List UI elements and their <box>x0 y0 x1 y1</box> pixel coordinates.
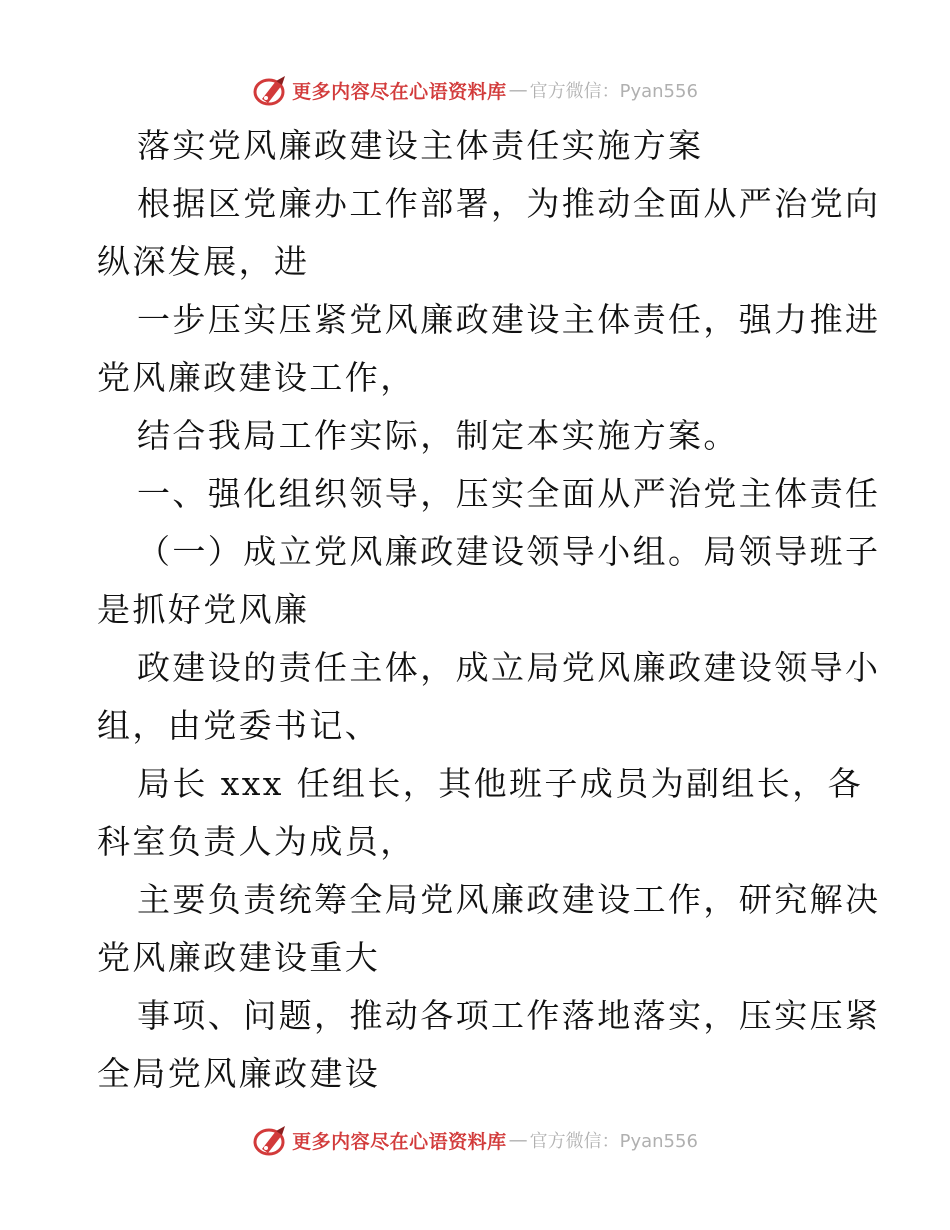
header-watermark <box>0 70 950 110</box>
watermark-separator: — <box>508 1129 528 1151</box>
watermark-contact: 官方微信：Pyan556 <box>529 1131 698 1152</box>
pen-nib-logo-icon <box>252 73 290 107</box>
paragraph-line: 是抓好党风廉 <box>97 590 310 629</box>
paragraph-line: 一步压实压紧党风廉政建设主体责任，强力推进 <box>137 300 881 339</box>
paragraph-line: 党风廉政建设工作， <box>97 358 416 397</box>
watermark-text: 更多内容尽在心语资料库 <box>292 80 507 103</box>
paragraph-line: 结合我局工作实际，制定本实施方案。 <box>137 416 739 455</box>
section-heading: 一、强化组织领导，压实全面从严治党主体责任 <box>137 474 881 513</box>
watermark-separator: — <box>508 79 528 101</box>
paragraph-line: 主要负责统筹全局党风廉政建设工作，研究解决 <box>137 880 881 919</box>
doc-title: 落实党风廉政建设主体责任实施方案 <box>137 126 704 165</box>
paragraph-line: 科室负责人为成员， <box>97 822 416 861</box>
paragraph-line: （一）成立党风廉政建设领导小组。局领导班子 <box>137 532 881 571</box>
watermark-contact: 官方微信：Pyan556 <box>529 81 698 102</box>
paragraph-line: 事项、问题，推动各项工作落地落实，压实压紧 <box>137 996 881 1035</box>
watermark-text: 更多内容尽在心语资料库 <box>292 1130 507 1153</box>
document-body <box>97 117 881 1103</box>
paragraph-line: 组，由党委书记、 <box>97 706 381 745</box>
paragraph-line: 纵深发展，进 <box>97 242 310 281</box>
paragraph-line: 政建设的责任主体，成立局党风廉政建设领导小 <box>137 648 881 687</box>
paragraph-line: 局长 xxx 任组长，其他班子成员为副组长，各 <box>137 764 864 803</box>
pen-nib-logo-icon <box>252 1123 290 1157</box>
footer-watermark <box>0 1120 950 1160</box>
paragraph-line: 全局党风廉政建设 <box>97 1054 381 1093</box>
paragraph-line: 根据区党廉办工作部署，为推动全面从严治党向 <box>137 184 881 223</box>
paragraph-line: 党风廉政建设重大 <box>97 938 381 977</box>
